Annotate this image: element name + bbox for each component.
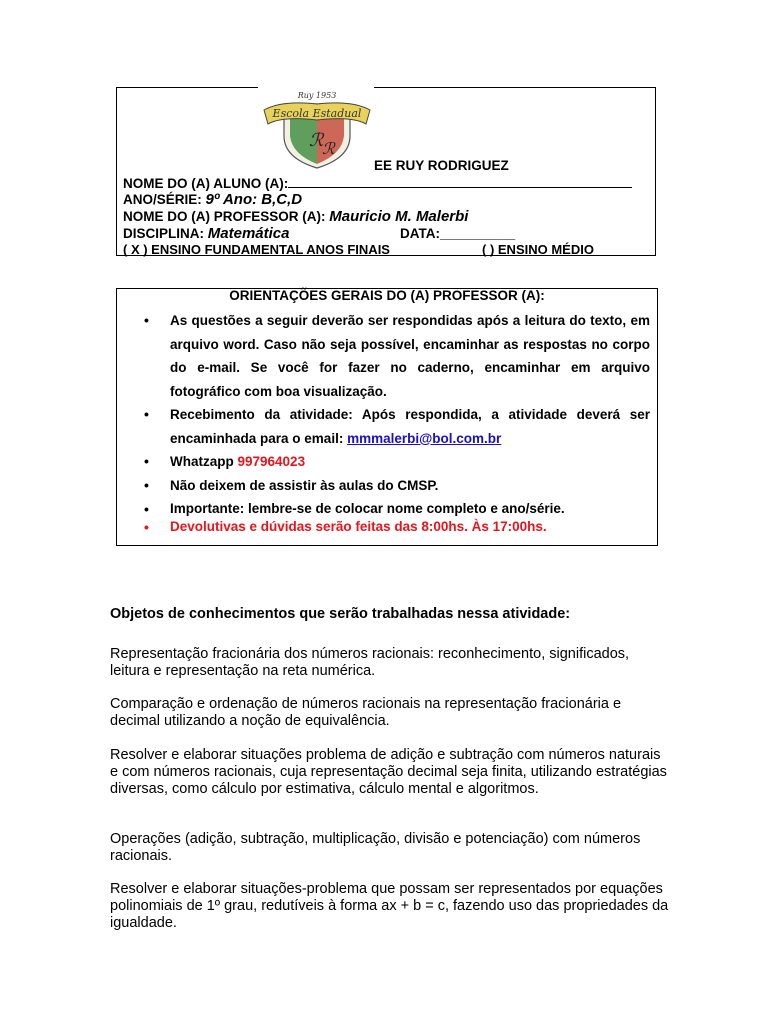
- logo-banner-text: Escola Estadual: [272, 107, 362, 120]
- list-item: • Não deixem de assistir às aulas do CMSP.: [144, 474, 650, 498]
- student-name-line: [123, 175, 632, 192]
- list-item: • Devolutivas e dúvidas serão feitas das 8:00hs. Às 17:00hs.: [144, 518, 650, 536]
- school-name: EE RUY RODRIGUEZ: [374, 158, 509, 173]
- student-name-field: [288, 175, 632, 188]
- section-title: Objetos de conhecimentos que serão trabalhadas nessa atividade:: [110, 606, 571, 622]
- list-item: • Importante: lembre-se de colocar nome completo e ano/série.: [144, 500, 650, 518]
- orientations-title: ORIENTAÇÕES GERAIS DO (A) PROFESSOR (A):: [229, 288, 545, 303]
- paragraph: Representação fracionária dos números racionais: reconhecimento, significados, leitura e representação na reta numérica.: [110, 646, 630, 679]
- discipline-value: Matemática: [207, 225, 290, 242]
- list-item: • As questões a seguir deverão ser respondidas após a leitura do texto, em arquivo word. Caso não seja possível, encaminhar as respostas no corpo do e-mail. Se você for fazer no caderno, encaminhar em arquivo fotográfico com boa visualização.: [144, 309, 650, 403]
- date-field: __________: [440, 226, 516, 241]
- email-link[interactable]: mmmalerbi@bol.com.br: [347, 430, 502, 446]
- whatsapp-number: 997964023: [237, 454, 306, 469]
- svg-text:ℛ: ℛ: [309, 130, 324, 151]
- year-line: [123, 191, 302, 208]
- teacher-value: Mauricio M. Malerbi: [329, 208, 469, 225]
- paragraph: Comparação e ordenação de números racionais na representação fracionária e decimal utilizando a noção de equivalência.: [110, 696, 622, 729]
- paragraph: Resolver e elaborar situações problema de adição e subtração com números naturais e com números racionais, cuja representação decimal seja finita, utilizando estratégias diversas, como cálculo por estimativa, cálculo mental e algoritmos.: [110, 747, 667, 797]
- school-crest-logo: [262, 84, 372, 170]
- logo-year-text: Ruy 1953: [297, 91, 337, 100]
- year-label: ANO/SÉRIE:: [123, 192, 202, 207]
- year-value: 9º Ano: B,C,D: [205, 191, 303, 208]
- student-name-label: NOME DO (A) ALUNO (A):: [123, 176, 289, 191]
- paragraph: Resolver e elaborar situações-problema que possam ser representados por equações polinomiais de 1º grau, redutíveis à forma ax + b = c, fazendo uso das propriedades da igualdade.: [110, 881, 669, 931]
- date-label: DATA:: [400, 226, 440, 241]
- paragraph: Operações (adição, subtração, multiplicação, divisão e potenciação) com números racionais.: [110, 831, 641, 864]
- teacher-label: NOME DO (A) PROFESSOR (A):: [123, 209, 326, 224]
- teacher-line: [123, 208, 468, 225]
- discipline-line: [123, 225, 289, 242]
- list-item: • Whatzapp 997964023: [144, 450, 650, 474]
- orientations-list: [144, 309, 650, 536]
- svg-text:ℛ: ℛ: [322, 139, 335, 158]
- date-line: [400, 225, 515, 242]
- list-item: • Recebimento da atividade: Após respondida, a atividade deverá ser encaminhada para o email: mmmalerbi@bol.com.br: [144, 403, 650, 450]
- level-fundamental: ( X ) ENSINO FUNDAMENTAL ANOS FINAIS: [123, 242, 390, 257]
- level-medio: ( ) ENSINO MÉDIO: [482, 242, 594, 257]
- discipline-label: DISCIPLINA:: [123, 226, 204, 241]
